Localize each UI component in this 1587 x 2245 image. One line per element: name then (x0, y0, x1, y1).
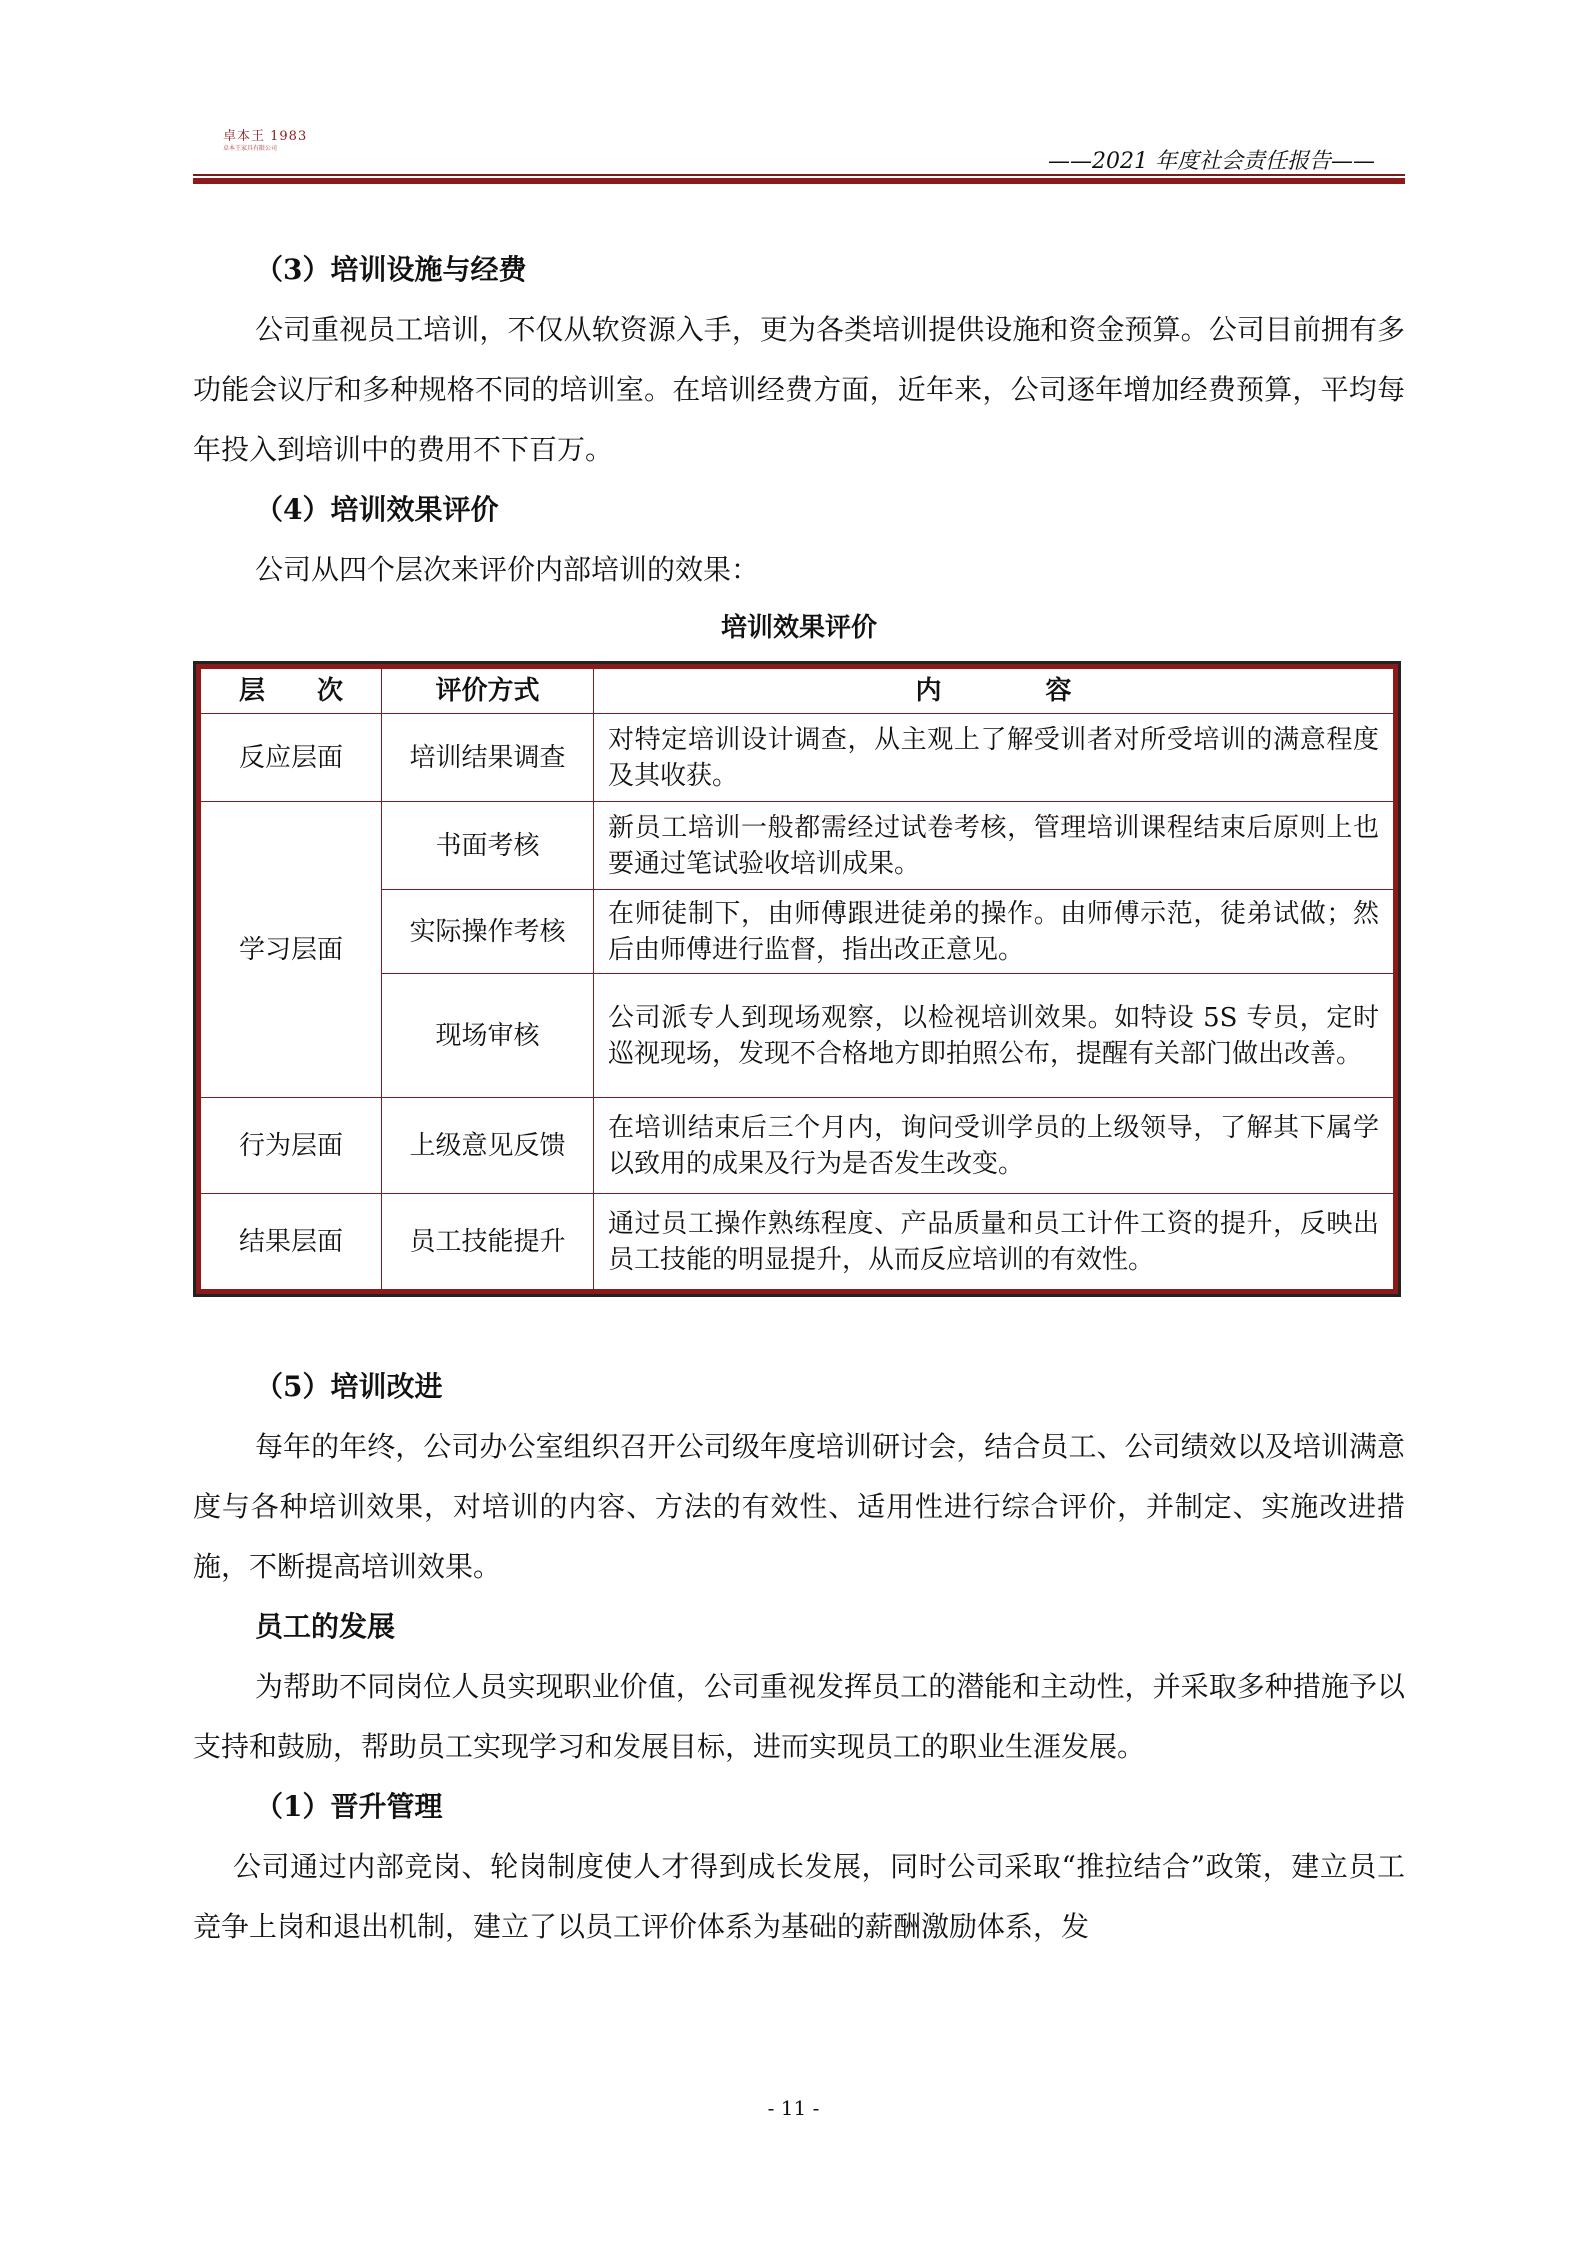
promotion-text: 公司通过内部竞岗、轮岗制度使人才得到成长发展，同时公司采取“推拉结合”政策，建立员工竞争上岗和退出机制，建立了以员工评价体系为基础的薪酬激励体系，发 (193, 1850, 1405, 1943)
table-header-row (201, 669, 1394, 714)
development-heading: 员工的发展 (255, 1610, 396, 1643)
page-header (193, 118, 1405, 184)
cell-content: 通过员工操作熟练程度、产品质量和员工计件工资的提升，反映出员工技能的明显提升，从而反应培训的有效性。 (594, 1194, 1394, 1290)
section-text-4: 公司从四个层次来评价内部培训的效果： (255, 553, 760, 586)
logo-text: 卓本王 1983 (223, 129, 308, 144)
section-heading-5: （5）培训改进 (255, 1370, 443, 1403)
section-text-5: 每年的年终，公司办公室组织召开公司级年度培训研讨会，结合员工、公司绩效以及培训满意度与各种培训效果，对培训的内容、方法的有效性、适用性进行综合评价，并制定、实施改进措施，不断提高培训效果。 (193, 1430, 1405, 1583)
cell-method: 员工技能提升 (382, 1194, 594, 1290)
cell-level: 行为层面 (201, 1098, 382, 1194)
cell-method: 实际操作考核 (382, 890, 594, 974)
cell-content: 新员工培训一般都需经过试卷考核，管理培训课程结束后原则上也要通过笔试验收培训成果。 (594, 802, 1394, 890)
evaluation-table (200, 668, 1394, 1290)
promotion-heading: （1）晋升管理 (255, 1790, 443, 1823)
company-logo (223, 125, 323, 155)
cell-content: 对特定培训设计调查，从主观上了解受训者对所受培训的满意程度及其收获。 (594, 714, 1394, 802)
evaluation-table-frame (193, 661, 1401, 1297)
header-content: 内 容 (594, 669, 1394, 714)
logo-subtext: 卓本王家具有限公司 (223, 145, 278, 152)
header-rule-thick (193, 178, 1405, 184)
report-title: ——2021 年度社会责任报告—— (1048, 149, 1375, 174)
cell-method: 书面考核 (382, 802, 594, 890)
cell-method: 培训结果调查 (382, 714, 594, 802)
table-row (201, 1194, 1394, 1290)
table-row (201, 714, 1394, 802)
header-level: 层 次 (201, 669, 382, 714)
cell-content: 公司派专人到现场观察，以检视培训效果。如特设 5S 专员，定时巡视现场，发现不合格地方即拍照公布，提醒有关部门做出改善。 (594, 974, 1394, 1098)
cell-level: 结果层面 (201, 1194, 382, 1290)
page-number: - 11 - (767, 2096, 820, 2120)
section-heading-4: （4）培训效果评价 (255, 493, 499, 526)
development-text: 为帮助不同岗位人员实现职业价值，公司重视发挥员工的潜能和主动性，并采取多种措施予以支持和鼓励，帮助员工实现学习和发展目标，进而实现员工的职业生涯发展。 (193, 1670, 1405, 1763)
cell-method: 上级意见反馈 (382, 1098, 594, 1194)
cell-content: 在培训结束后三个月内，询问受训学员的上级领导，了解其下属学以致用的成果及行为是否发生改变。 (594, 1098, 1394, 1194)
table-row (201, 1098, 1394, 1194)
header-method: 评价方式 (382, 669, 594, 714)
cell-level: 学习层面 (201, 802, 382, 1098)
cell-method: 现场审核 (382, 974, 594, 1098)
section-heading-3: （3）培训设施与经费 (255, 253, 527, 286)
page-content (193, 240, 1405, 1957)
cell-content: 在师徒制下，由师傅跟进徒弟的操作。由师傅示范，徒弟试做；然后由师傅进行监督，指出改正意见。 (594, 890, 1394, 974)
section-text-3: 公司重视员工培训，不仅从软资源入手，更为各类培训提供设施和资金预算。公司目前拥有多功能会议厅和多种规格不同的培训室。在培训经费方面，近年来，公司逐年增加经费预算，平均每年投入到培训中的费用不下百万。 (193, 313, 1405, 466)
table-row (201, 802, 1394, 890)
table-caption: 培训效果评价 (720, 613, 877, 643)
header-rule-thin (193, 174, 1405, 176)
cell-level: 反应层面 (201, 714, 382, 802)
table-spacer (193, 1297, 1405, 1357)
